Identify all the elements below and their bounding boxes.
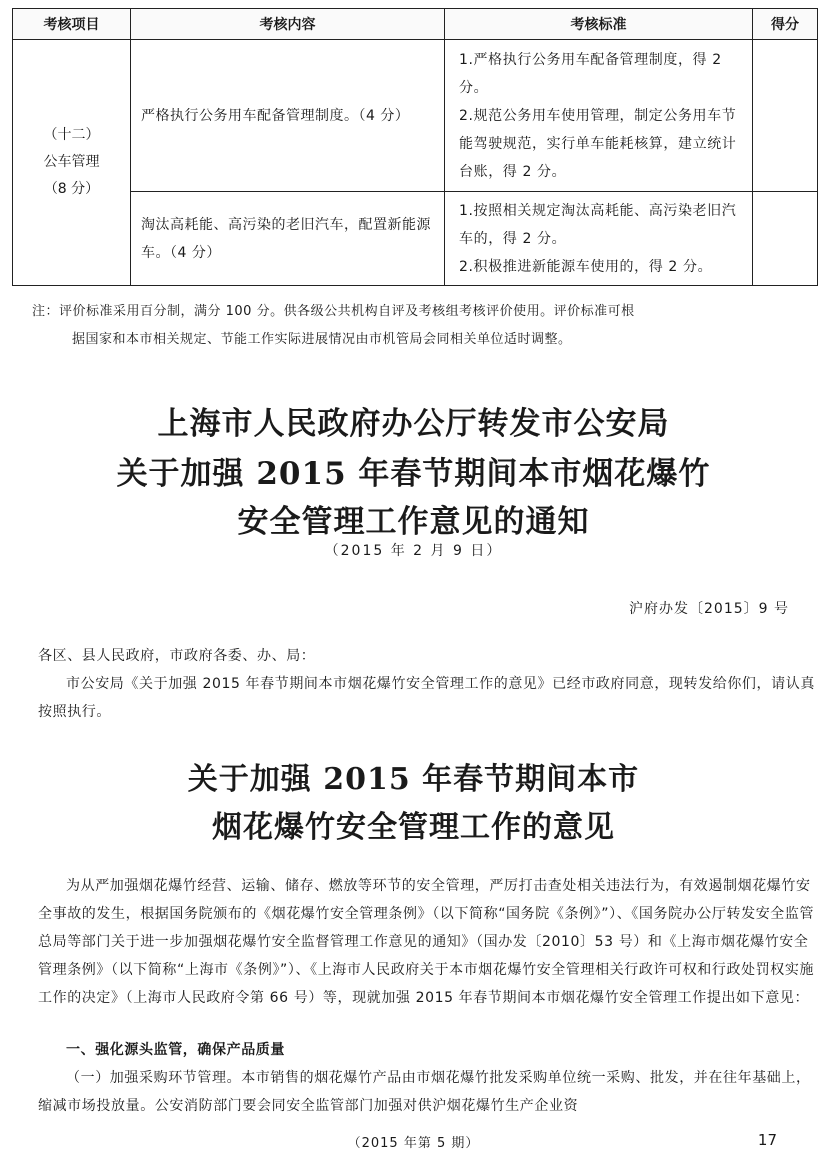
content-cell: 淘汰高耗能、高污染的老旧汽车，配置新能源车。（4 分） [131, 192, 445, 286]
addressee: 各区、县人民政府，市政府各委、办、局： [38, 648, 316, 664]
notice-title: 安全管理工作意见的通知 [237, 504, 590, 540]
header-standard: 考核标准 [445, 9, 753, 40]
standard-item: 2.积极推进新能源车使用的，得 2 分。 [459, 258, 713, 275]
table-header-row [13, 9, 818, 40]
notice-date: （2015 年 2 月 9 日） [324, 543, 503, 559]
table-footnote [32, 298, 822, 354]
standard-cell [445, 40, 753, 192]
header-content: 考核内容 [131, 9, 445, 40]
notice-title: 关于加强 2015 年春节期间本市烟花爆竹 [116, 456, 711, 492]
table-row [13, 40, 818, 192]
issue-label: （2015 年第 5 期） [347, 1136, 480, 1151]
opinion-title: 关于加强 2015 年春节期间本市 [187, 762, 640, 797]
category-number: （十二） [43, 127, 100, 143]
standard-item: 1.严格执行公务用车配备管理制度，得 2 分。 [459, 51, 722, 96]
header-score: 得分 [753, 9, 818, 40]
content-cell: 严格执行公务用车配备管理制度。（4 分） [131, 40, 445, 192]
category-name: 公车管理 [43, 154, 100, 170]
table-row [13, 192, 818, 286]
category-cell [13, 40, 131, 286]
page-number: 17 [757, 1131, 777, 1149]
score-cell[interactable] [753, 40, 818, 192]
opinion-title: 烟花爆竹安全管理工作的意见 [212, 810, 615, 845]
notice-paragraph: 市公安局《关于加强 2015 年春节期间本市烟花爆竹安全管理工作的意见》已经市政府同意，现转发给你们，请认真按照执行。 [38, 676, 815, 720]
category-points: （8 分） [43, 181, 100, 197]
assessment-table [12, 8, 818, 286]
standard-item: 1.按照相关规定淘汰高耗能、高污染老旧汽车的，得 2 分。 [459, 202, 737, 247]
footnote-line: 据国家和本市相关规定、节能工作实际进展情况由市机管局会同相关单位适时调整。 [72, 332, 572, 347]
score-cell[interactable] [753, 192, 818, 286]
standard-item: 2.规范公务用车使用管理，制定公务用车节能驾驶规范，实行单车能耗核算，建立统计台账，得 2 分。 [459, 107, 737, 180]
opinion-intro: 为从严加强烟花爆竹经营、运输、储存、燃放等环节的安全管理，严厉打击查处相关违法行为，有效遏制烟花爆竹安全事故的发生，根据国务院颁布的《烟花爆竹安全管理条例》（以下简称“国务院《条例》”）、《国务院办公厅转发安全监管总局等部门关于进一步加强烟花爆竹安全监督管理工作意见的通知》（国办发〔2010〕53 号）和《上海市烟花爆竹安全管理条例》（以下简称“上海市《条例》”）、《上海市人民政府关于本市烟花爆竹安全管理相关行政许可权和行政处罚权实施工作的决定》（上海市人民政府令第 66 号）等，现就加强 2015 年春节期间本市烟花爆竹安全管理工作提出如下意见： [38, 878, 815, 1006]
section-paragraph: （一）加强采购环节管理。本市销售的烟花爆竹产品由市烟花爆竹批发采购单位统一采购、批发，并在往年基础上，缩减市场投放量。公安消防部门要会同安全监管部门加强对供沪烟花爆竹生产企业资 [38, 1070, 811, 1114]
header-item: 考核项目 [13, 9, 131, 40]
footnote-line: 注：评价标准采用百分制，满分 100 分。供各级公共机构自评及考核组考核评价使用。评价标准可根 [32, 304, 635, 319]
document-number: 沪府办发〔2015〕9 号 [629, 601, 789, 617]
standard-cell [445, 192, 753, 286]
notice-title: 上海市人民政府办公厅转发市公安局 [157, 406, 670, 442]
section-heading: 一、强化源头监管，确保产品质量 [66, 1042, 285, 1058]
